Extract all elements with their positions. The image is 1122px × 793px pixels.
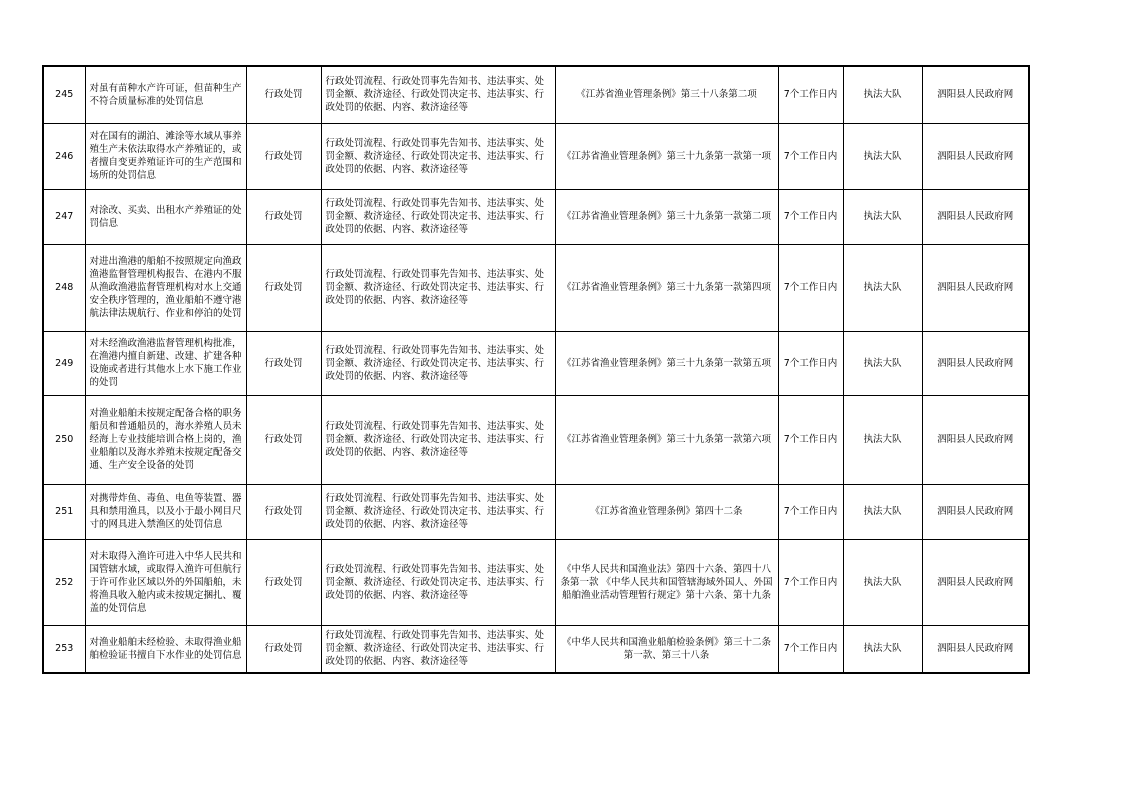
row-number-cell: 245 <box>43 66 85 123</box>
row-number-cell: 252 <box>43 539 85 625</box>
responsible-unit-cell: 执法大队 <box>843 189 922 244</box>
disclosure-content-cell: 行政处罚流程、行政处罚事先告知书、违法事实、处罚金额、救济途径、行政处罚决定书、违法事实、行政处罚的依据、内容、救济途径等 <box>321 66 555 123</box>
responsible-unit-cell: 执法大队 <box>843 539 922 625</box>
disclosure-channel-cell: 泗阳县人民政府网 <box>922 189 1029 244</box>
table-row <box>43 331 1029 395</box>
legal-basis-cell: 《江苏省渔业管理条例》第三十九条第一款第五项 <box>555 331 778 395</box>
responsible-unit-cell: 执法大队 <box>843 331 922 395</box>
item-category-cell: 行政处罚 <box>246 123 321 189</box>
disclosure-channel-cell: 泗阳县人民政府网 <box>922 625 1029 673</box>
disclosure-channel-cell: 泗阳县人民政府网 <box>922 539 1029 625</box>
legal-basis-cell: 《中华人民共和国渔业法》第四十六条、第四十八条第一款 《中华人民共和国管辖海域外国人、外国船舶渔业活动管理暂行规定》第十六条、第十九条 <box>555 539 778 625</box>
item-name-cell: 对渔业船舶未经检验、未取得渔业船舶检验证书擅自下水作业的处罚信息 <box>85 625 246 673</box>
item-name-cell: 对携带炸鱼、毒鱼、电鱼等装置、器具和禁用渔具，以及小于最小网目尺寸的网具进入禁渔区的处罚信息 <box>85 484 246 539</box>
row-number-cell: 247 <box>43 189 85 244</box>
item-category-cell: 行政处罚 <box>246 331 321 395</box>
table-body <box>43 66 1029 673</box>
table-row <box>43 189 1029 244</box>
item-name-cell: 对在国有的湖泊、滩涂等水域从事养殖生产未依法取得水产养殖证的，或者擅自变更养殖证许可的生产范围和场所的处罚信息 <box>85 123 246 189</box>
item-name-cell: 对未经渔政渔港监督管理机构批准，在渔港内擅自新建、改建、扩建各种设施或者进行其他水上水下施工作业的处罚 <box>85 331 246 395</box>
responsible-unit-cell: 执法大队 <box>843 484 922 539</box>
item-category-cell: 行政处罚 <box>246 484 321 539</box>
item-category-cell: 行政处罚 <box>246 539 321 625</box>
item-name-cell: 对虽有苗种水产许可证，但苗种生产不符合质量标准的处罚信息 <box>85 66 246 123</box>
item-category-cell: 行政处罚 <box>246 189 321 244</box>
disclosure-content-cell: 行政处罚流程、行政处罚事先告知书、违法事实、处罚金额、救济途径、行政处罚决定书、违法事实、行政处罚的依据、内容、救济途径等 <box>321 123 555 189</box>
legal-basis-cell: 《江苏省渔业管理条例》第三十九条第一款第一项 <box>555 123 778 189</box>
legal-basis-cell: 《江苏省渔业管理条例》第三十八条第二项 <box>555 66 778 123</box>
table-row <box>43 395 1029 484</box>
disclosure-channel-cell: 泗阳县人民政府网 <box>922 395 1029 484</box>
disclosure-content-cell: 行政处罚流程、行政处罚事先告知书、违法事实、处罚金额、救济途径、行政处罚决定书、违法事实、行政处罚的依据、内容、救济途径等 <box>321 395 555 484</box>
item-name-cell: 对涂改、买卖、出租水产养殖证的处罚信息 <box>85 189 246 244</box>
disclosure-content-cell: 行政处罚流程、行政处罚事先告知书、违法事实、处罚金额、救济途径、行政处罚决定书、违法事实、行政处罚的依据、内容、救济途径等 <box>321 484 555 539</box>
item-name-cell: 对渔业船舶未按规定配备合格的职务船员和普通船员的，海水养殖人员未经海上专业技能培训合格上岗的，渔业船舶以及海水养殖未按规定配备交通、生产安全设备的处罚 <box>85 395 246 484</box>
item-category-cell: 行政处罚 <box>246 395 321 484</box>
item-name-cell: 对未取得入渔许可进入中华人民共和国管辖水域，或取得入渔许可但航行于许可作业区域以外的外国船舶，未将渔具收入舱内或未按规定捆扎、覆盖的处罚信息 <box>85 539 246 625</box>
time-limit-cell: 7个工作日内 <box>778 123 843 189</box>
time-limit-cell: 7个工作日内 <box>778 539 843 625</box>
disclosure-content-cell: 行政处罚流程、行政处罚事先告知书、违法事实、处罚金额、救济途径、行政处罚决定书、违法事实、行政处罚的依据、内容、救济途径等 <box>321 244 555 331</box>
item-category-cell: 行政处罚 <box>246 66 321 123</box>
time-limit-cell: 7个工作日内 <box>778 66 843 123</box>
legal-basis-cell: 《江苏省渔业管理条例》第三十九条第一款第六项 <box>555 395 778 484</box>
row-number-cell: 248 <box>43 244 85 331</box>
responsible-unit-cell: 执法大队 <box>843 244 922 331</box>
row-number-cell: 246 <box>43 123 85 189</box>
row-number-cell: 249 <box>43 331 85 395</box>
table-row <box>43 66 1029 123</box>
disclosure-channel-cell: 泗阳县人民政府网 <box>922 123 1029 189</box>
disclosure-table <box>42 65 1030 674</box>
disclosure-channel-cell: 泗阳县人民政府网 <box>922 244 1029 331</box>
responsible-unit-cell: 执法大队 <box>843 123 922 189</box>
row-number-cell: 251 <box>43 484 85 539</box>
table-row <box>43 484 1029 539</box>
disclosure-content-cell: 行政处罚流程、行政处罚事先告知书、违法事实、处罚金额、救济途径、行政处罚决定书、违法事实、行政处罚的依据、内容、救济途径等 <box>321 539 555 625</box>
row-number-cell: 250 <box>43 395 85 484</box>
table-row <box>43 539 1029 625</box>
table-row <box>43 625 1029 673</box>
responsible-unit-cell: 执法大队 <box>843 395 922 484</box>
disclosure-channel-cell: 泗阳县人民政府网 <box>922 484 1029 539</box>
time-limit-cell: 7个工作日内 <box>778 484 843 539</box>
time-limit-cell: 7个工作日内 <box>778 244 843 331</box>
time-limit-cell: 7个工作日内 <box>778 331 843 395</box>
disclosure-channel-cell: 泗阳县人民政府网 <box>922 331 1029 395</box>
item-category-cell: 行政处罚 <box>246 244 321 331</box>
row-number-cell: 253 <box>43 625 85 673</box>
legal-basis-cell: 《江苏省渔业管理条例》第四十二条 <box>555 484 778 539</box>
table-row <box>43 123 1029 189</box>
disclosure-channel-cell: 泗阳县人民政府网 <box>922 66 1029 123</box>
legal-basis-cell: 《中华人民共和国渔业船舶检验条例》第三十二条第一款、第三十八条 <box>555 625 778 673</box>
responsible-unit-cell: 执法大队 <box>843 625 922 673</box>
disclosure-content-cell: 行政处罚流程、行政处罚事先告知书、违法事实、处罚金额、救济途径、行政处罚决定书、违法事实、行政处罚的依据、内容、救济途径等 <box>321 189 555 244</box>
table-row <box>43 244 1029 331</box>
time-limit-cell: 7个工作日内 <box>778 625 843 673</box>
item-name-cell: 对进出渔港的船舶不按照规定向渔政渔港监督管理机构报告、在港内不服从渔政渔港监督管理机构对水上交通安全秩序管理的，渔业船舶不遵守港航法律法规航行、作业和停泊的处罚 <box>85 244 246 331</box>
time-limit-cell: 7个工作日内 <box>778 189 843 244</box>
disclosure-content-cell: 行政处罚流程、行政处罚事先告知书、违法事实、处罚金额、救济途径、行政处罚决定书、违法事实、行政处罚的依据、内容、救济途径等 <box>321 331 555 395</box>
time-limit-cell: 7个工作日内 <box>778 395 843 484</box>
responsible-unit-cell: 执法大队 <box>843 66 922 123</box>
legal-basis-cell: 《江苏省渔业管理条例》第三十九条第一款第二项 <box>555 189 778 244</box>
legal-basis-cell: 《江苏省渔业管理条例》第三十九条第一款第四项 <box>555 244 778 331</box>
item-category-cell: 行政处罚 <box>246 625 321 673</box>
disclosure-content-cell: 行政处罚流程、行政处罚事先告知书、违法事实、处罚金额、救济途径、行政处罚决定书、违法事实、行政处罚的依据、内容、救济途径等 <box>321 625 555 673</box>
